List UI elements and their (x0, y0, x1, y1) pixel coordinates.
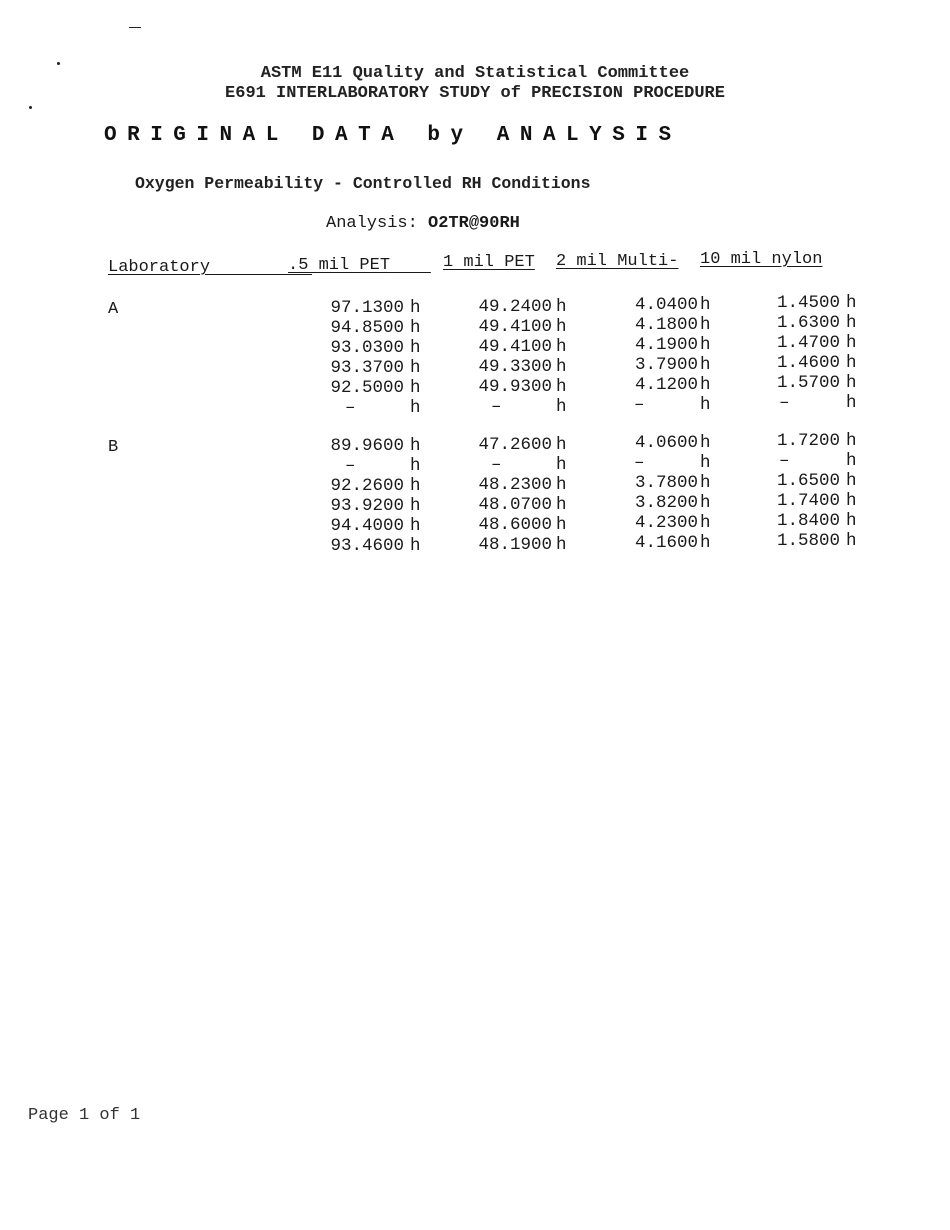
value-cell: 48.2300 (478, 475, 552, 495)
flag-h: h (410, 476, 421, 496)
flag-h: h (700, 375, 711, 395)
scan-speck (29, 106, 32, 109)
flag-h: h (846, 313, 857, 333)
subtitle: Oxygen Permeability - Controlled RH Conditions (135, 174, 591, 193)
value-cell: 48.6000 (478, 515, 552, 535)
page-footer: Page 1 of 1 (28, 1106, 141, 1125)
flag-h: h (700, 315, 711, 335)
value-cell: 94.4000 (330, 516, 404, 536)
committee-heading: ASTM E11 Quality and Statistical Committee (260, 64, 690, 83)
column-header-2mil-multi: 2 mil Multi- (556, 252, 679, 271)
value-cell: 1.5700 (776, 373, 840, 393)
flag-h: h (556, 495, 567, 515)
value-cell: 4.0600 (634, 433, 698, 453)
missing-cell: – (779, 393, 790, 413)
flag-h: h (556, 435, 567, 455)
flag-h: h (410, 298, 421, 318)
missing-cell: – (491, 455, 502, 475)
missing-cell: – (491, 397, 502, 417)
scan-speck (129, 27, 141, 28)
flag-h: h (700, 533, 711, 553)
value-cell: 93.0300 (330, 338, 404, 358)
flag-h: h (700, 433, 711, 453)
value-cell: 1.8400 (776, 511, 840, 531)
value-cell: 1.7200 (776, 431, 840, 451)
flag-h: h (700, 295, 711, 315)
flag-h: h (410, 378, 421, 398)
analysis-code: O2TR@90RH (428, 214, 520, 233)
value-cell: 1.5800 (776, 531, 840, 551)
missing-cell: – (634, 395, 645, 415)
value-cell: 89.9600 (330, 436, 404, 456)
missing-cell: – (634, 453, 645, 473)
column-header-laboratory: Laboratory (108, 258, 211, 277)
flag-h: h (410, 338, 421, 358)
flag-h: h (410, 436, 421, 456)
missing-cell: – (345, 456, 356, 476)
flag-h: h (700, 395, 711, 415)
flag-h: h (846, 353, 857, 373)
flag-h: h (700, 493, 711, 513)
lab-label: A (108, 300, 119, 319)
value-cell: 48.0700 (478, 495, 552, 515)
value-cell: 49.4100 (478, 317, 552, 337)
lab-label: B (108, 438, 119, 457)
value-cell: 1.6500 (776, 471, 840, 491)
flag-h: h (700, 513, 711, 533)
flag-h: h (556, 475, 567, 495)
flag-h: h (700, 473, 711, 493)
flag-h: h (556, 337, 567, 357)
missing-cell: – (779, 451, 790, 471)
flag-h: h (700, 355, 711, 375)
flag-h: h (846, 431, 857, 451)
flag-h: h (556, 455, 567, 475)
flag-h: h (410, 496, 421, 516)
flag-h: h (846, 373, 857, 393)
flag-h: h (410, 358, 421, 378)
value-cell: 1.4700 (776, 333, 840, 353)
flag-h: h (556, 515, 567, 535)
value-cell: 49.9300 (478, 377, 552, 397)
flag-h: h (410, 456, 421, 476)
value-cell: 47.2600 (478, 435, 552, 455)
flag-h: h (556, 535, 567, 555)
flag-h: h (410, 516, 421, 536)
flag-h: h (846, 393, 857, 413)
value-cell: 49.3300 (478, 357, 552, 377)
flag-h: h (410, 318, 421, 338)
value-cell: 94.8500 (330, 318, 404, 338)
flag-h: h (556, 297, 567, 317)
flag-h: h (700, 453, 711, 473)
flag-h: h (556, 317, 567, 337)
column-header-1mil-pet: 1 mil PET (443, 253, 535, 272)
analysis-line (326, 214, 520, 233)
value-cell: 4.1900 (634, 335, 698, 355)
flag-h: h (556, 397, 567, 417)
value-cell: 1.7400 (776, 491, 840, 511)
flag-h: h (846, 491, 857, 511)
flag-h: h (700, 335, 711, 355)
flag-h: h (846, 451, 857, 471)
flag-h: h (846, 333, 857, 353)
value-cell: 4.1200 (634, 375, 698, 395)
flag-h: h (410, 536, 421, 556)
value-cell: 4.2300 (634, 513, 698, 533)
analysis-label: Analysis: (326, 214, 418, 233)
value-cell: 93.9200 (330, 496, 404, 516)
value-cell: 49.4100 (478, 337, 552, 357)
flag-h: h (556, 357, 567, 377)
value-cell: 97.1300 (330, 298, 404, 318)
value-cell: 4.0400 (634, 295, 698, 315)
value-cell: 4.1600 (634, 533, 698, 553)
value-cell: 48.1900 (478, 535, 552, 555)
value-cell: 93.4600 (330, 536, 404, 556)
value-cell: 1.4500 (776, 293, 840, 313)
value-cell: 1.6300 (776, 313, 840, 333)
study-heading: E691 INTERLABORATORY STUDY of PRECISION PROCEDURE (225, 84, 725, 103)
value-cell: 49.2400 (478, 297, 552, 317)
flag-h: h (846, 293, 857, 313)
flag-h: h (846, 471, 857, 491)
page-title: ORIGINAL DATA by ANALYSIS (104, 124, 682, 147)
value-cell: 3.7900 (634, 355, 698, 375)
missing-cell: – (345, 398, 356, 418)
value-cell: 1.4600 (776, 353, 840, 373)
value-cell: 3.7800 (634, 473, 698, 493)
value-cell: 92.5000 (330, 378, 404, 398)
column-header-05mil-pet: .5 mil PET (288, 256, 391, 275)
column-header-10mil-nylon: 10 mil nylon (700, 250, 823, 269)
value-cell: 93.3700 (330, 358, 404, 378)
value-cell: 4.1800 (634, 315, 698, 335)
value-cell: 3.8200 (634, 493, 698, 513)
flag-h: h (846, 531, 857, 551)
value-cell: 92.2600 (330, 476, 404, 496)
flag-h: h (556, 377, 567, 397)
flag-h: h (846, 511, 857, 531)
flag-h: h (410, 398, 421, 418)
